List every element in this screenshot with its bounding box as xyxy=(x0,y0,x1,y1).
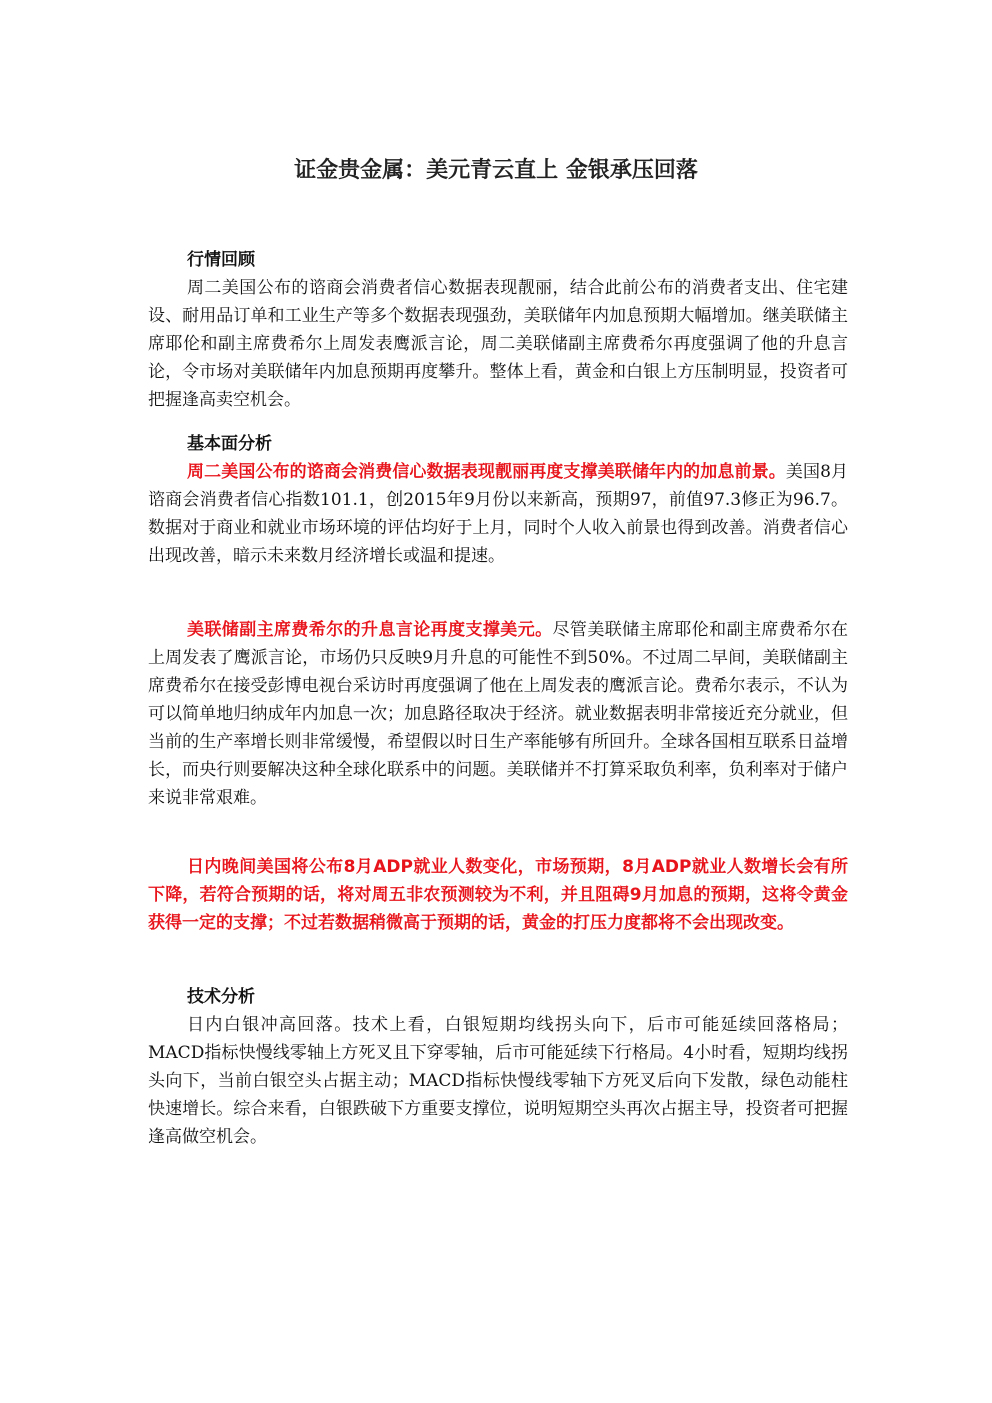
document-title: 证金贵金属：美元青云直上 金银承压回落 xyxy=(294,158,698,183)
fundamental-paragraph-3 xyxy=(148,853,848,937)
highlight-text: 周二美国公布的谘商会消费信心数据表现靓丽再度支撑美联储年内的加息前景。 xyxy=(187,462,786,482)
paragraph-text: 美国8月谘商会消费者信心指数101.1，创2015年9月份以来新高，预期97，前值97.3修正为96.7。数据对于商业和就业市场环境的评估均好于上月，同时个人收入前景也得到改善。消费者信心出现改善，暗示未来数月经济增长或温和提速。 xyxy=(148,462,848,566)
highlight-text: 日内晚间美国将公布8月ADP就业人数变化，市场预期，8月ADP就业人数增长会有所下降，若符合预期的话，将对周五非农预测较为不利，并且阻碍9月加息的预期，这将令黄金获得一定的支撑；不过若数据稍微高于预期的话，黄金的打压力度都将不会出现改变。 xyxy=(148,857,848,933)
fundamental-paragraph-3-block xyxy=(148,853,848,937)
paragraph-text: 尽管美联储主席耶伦和副主席费希尔在上周发表了鹰派言论，市场仍只反映9月升息的可能性不到50%。不过周二早间，美联储副主席费希尔在接受彭博电视台采访时再度强调了他在上周发表的鹰派言论。费希尔表示，不认为可以简单地归纳成年内加息一次；加息路径取决于经济。就业数据表明非常接近充分就业，但当前的生产率增长则非常缓慢，希望假以时日生产率能够有所回升。全球各国相互联系日益增长，而央行则要解决这种全球化联系中的问题。美联储并不打算采取负利率，负利率对于储户来说非常艰难。 xyxy=(148,620,849,808)
fundamental-paragraph-1 xyxy=(148,458,848,570)
fundamental-heading: 基本面分析 xyxy=(187,434,272,454)
highlight-text: 美联储副主席费希尔的升息言论再度支撑美元。 xyxy=(187,620,553,640)
technical-heading: 技术分析 xyxy=(187,987,255,1007)
fundamental-section xyxy=(148,430,848,570)
fundamental-paragraph-2 xyxy=(148,616,848,812)
market-review-heading: 行情回顾 xyxy=(187,250,255,270)
fundamental-paragraph-2-block xyxy=(148,616,848,812)
technical-paragraph: 日内白银冲高回落。技术上看，白银短期均线拐头向下，后市可能延续回落格局；MACD指标快慢线零轴上方死叉且下穿零轴，后市可能延续下行格局。4小时看，短期均线拐头向下，当前白银空头占据主动；MACD指标快慢线零轴下方死叉后向下发散，绿色动能柱快速增长。综合来看，白银跌破下方重要支撑位，说明短期空头再次占据主导，投资者可把握逢高做空机会。 xyxy=(148,1015,848,1147)
technical-section xyxy=(148,983,848,1151)
market-review-paragraph: 周二美国公布的谘商会消费者信心数据表现靓丽，结合此前公布的消费者支出、住宅建设、耐用品订单和工业生产等多个数据表现强劲，美联储年内加息预期大幅增加。继美联储主席耶伦和副主席费希尔上周发表鹰派言论，周二美联储副主席费希尔再度强调了他的升息言论，令市场对美联储年内加息预期再度攀升。整体上看，黄金和白银上方压制明显，投资者可把握逢高卖空机会。 xyxy=(148,278,848,410)
market-review-section xyxy=(148,246,848,414)
